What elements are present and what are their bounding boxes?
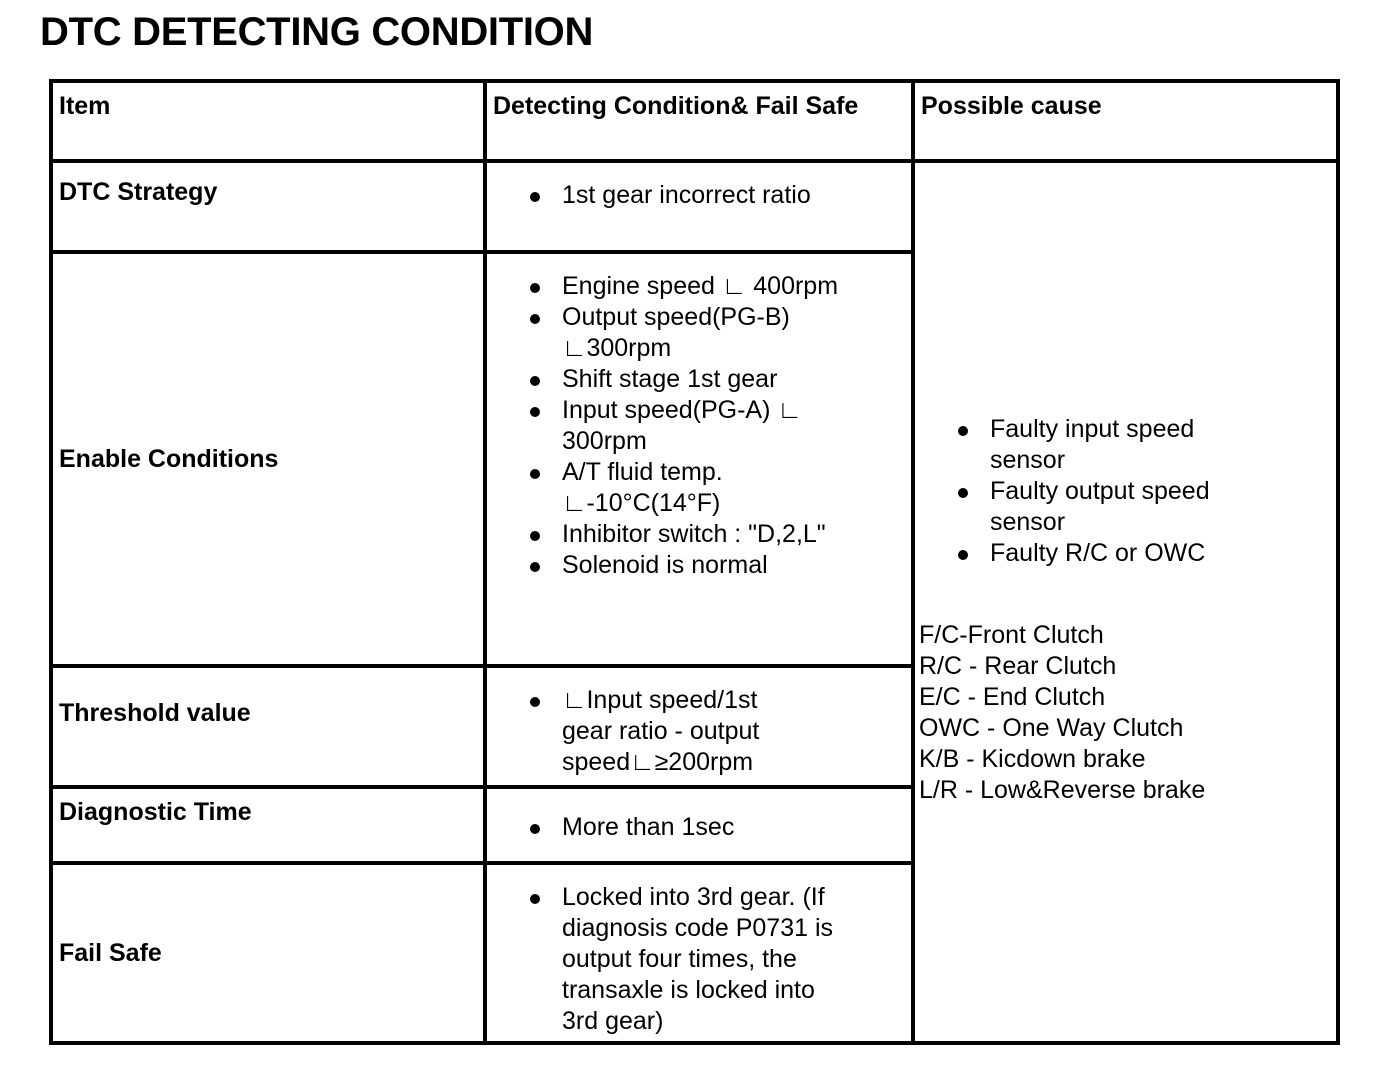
list-item: Output speed(PG-B) ∟300rpm: [487, 302, 862, 364]
list-item: 1st gear incorrect ratio: [487, 180, 862, 211]
list-item: Faulty output speed sensor: [915, 476, 1250, 538]
list-item: Input speed(PG-A) ∟ 300rpm: [487, 395, 862, 457]
item-diagnostic-time: Diagnostic Time: [53, 785, 483, 861]
list-item: ∟Input speed/1st gear ratio - output speed∟≥200rpm: [487, 685, 792, 778]
list-item: Solenoid is normal: [487, 550, 862, 581]
dtc-table: [49, 79, 1340, 1045]
abbreviation-line: L/R - Low&Reverse brake: [919, 776, 1206, 804]
bullet-icon: [530, 562, 540, 572]
bullet-icon: [530, 697, 540, 707]
abbreviation-line: K/B - Kicdown brake: [919, 745, 1146, 773]
bullet-icon: [530, 824, 540, 834]
detect-threshold-value: [483, 664, 911, 785]
item-fail-safe: Fail Safe: [53, 861, 483, 1041]
bullet-icon: [958, 488, 968, 498]
list-item: Faulty R/C or OWC: [915, 538, 1250, 569]
bullet-icon: [530, 192, 540, 202]
possible-cause-cell: [911, 159, 1336, 1041]
abbreviation-line: R/C - Rear Clutch: [919, 652, 1117, 680]
item-threshold-value: Threshold value: [53, 664, 483, 785]
list-item: Engine speed ∟ 400rpm: [487, 271, 862, 302]
header-cause: Possible cause: [911, 83, 1336, 159]
item-dtc-strategy: DTC Strategy: [53, 159, 483, 250]
bullet-icon: [530, 283, 540, 293]
bullet-icon: [530, 894, 540, 904]
abbreviation-line: F/C-Front Clutch: [919, 621, 1104, 649]
bullet-icon: [530, 531, 540, 541]
bullet-icon: [530, 376, 540, 386]
detect-dtc-strategy: [483, 159, 911, 250]
header-detecting: Detecting Condition& Fail Safe: [483, 83, 911, 159]
abbreviation-line: E/C - End Clutch: [919, 683, 1106, 711]
page-title: DTC DETECTING CONDITION: [40, 10, 594, 54]
list-item: More than 1sec: [487, 812, 862, 843]
list-item: Inhibitor switch : "D,2,L": [487, 519, 862, 550]
list-item: A/T fluid temp. ∟-10°C(14°F): [487, 457, 862, 519]
header-item: Item: [59, 92, 111, 120]
list-item: Locked into 3rd gear. (If diagnosis code P0731 is output four times, the transaxle is locked into 3rd gear): [487, 882, 837, 1037]
abbreviation-legend: [919, 620, 1205, 806]
bullet-icon: [530, 469, 540, 479]
abbreviation-line: OWC - One Way Clutch: [919, 714, 1184, 742]
item-enable-conditions: Enable Conditions: [53, 250, 483, 664]
bullet-icon: [530, 314, 540, 324]
detect-diagnostic-time: [483, 785, 911, 861]
list-item: Shift stage 1st gear: [487, 364, 862, 395]
list-item: Faulty input speed sensor: [915, 414, 1250, 476]
bullet-icon: [958, 550, 968, 560]
bullet-icon: [530, 407, 540, 417]
detect-fail-safe: [483, 861, 911, 1041]
bullet-icon: [958, 426, 968, 436]
detect-enable-conditions: [483, 250, 911, 664]
cause-list: [915, 414, 1250, 569]
